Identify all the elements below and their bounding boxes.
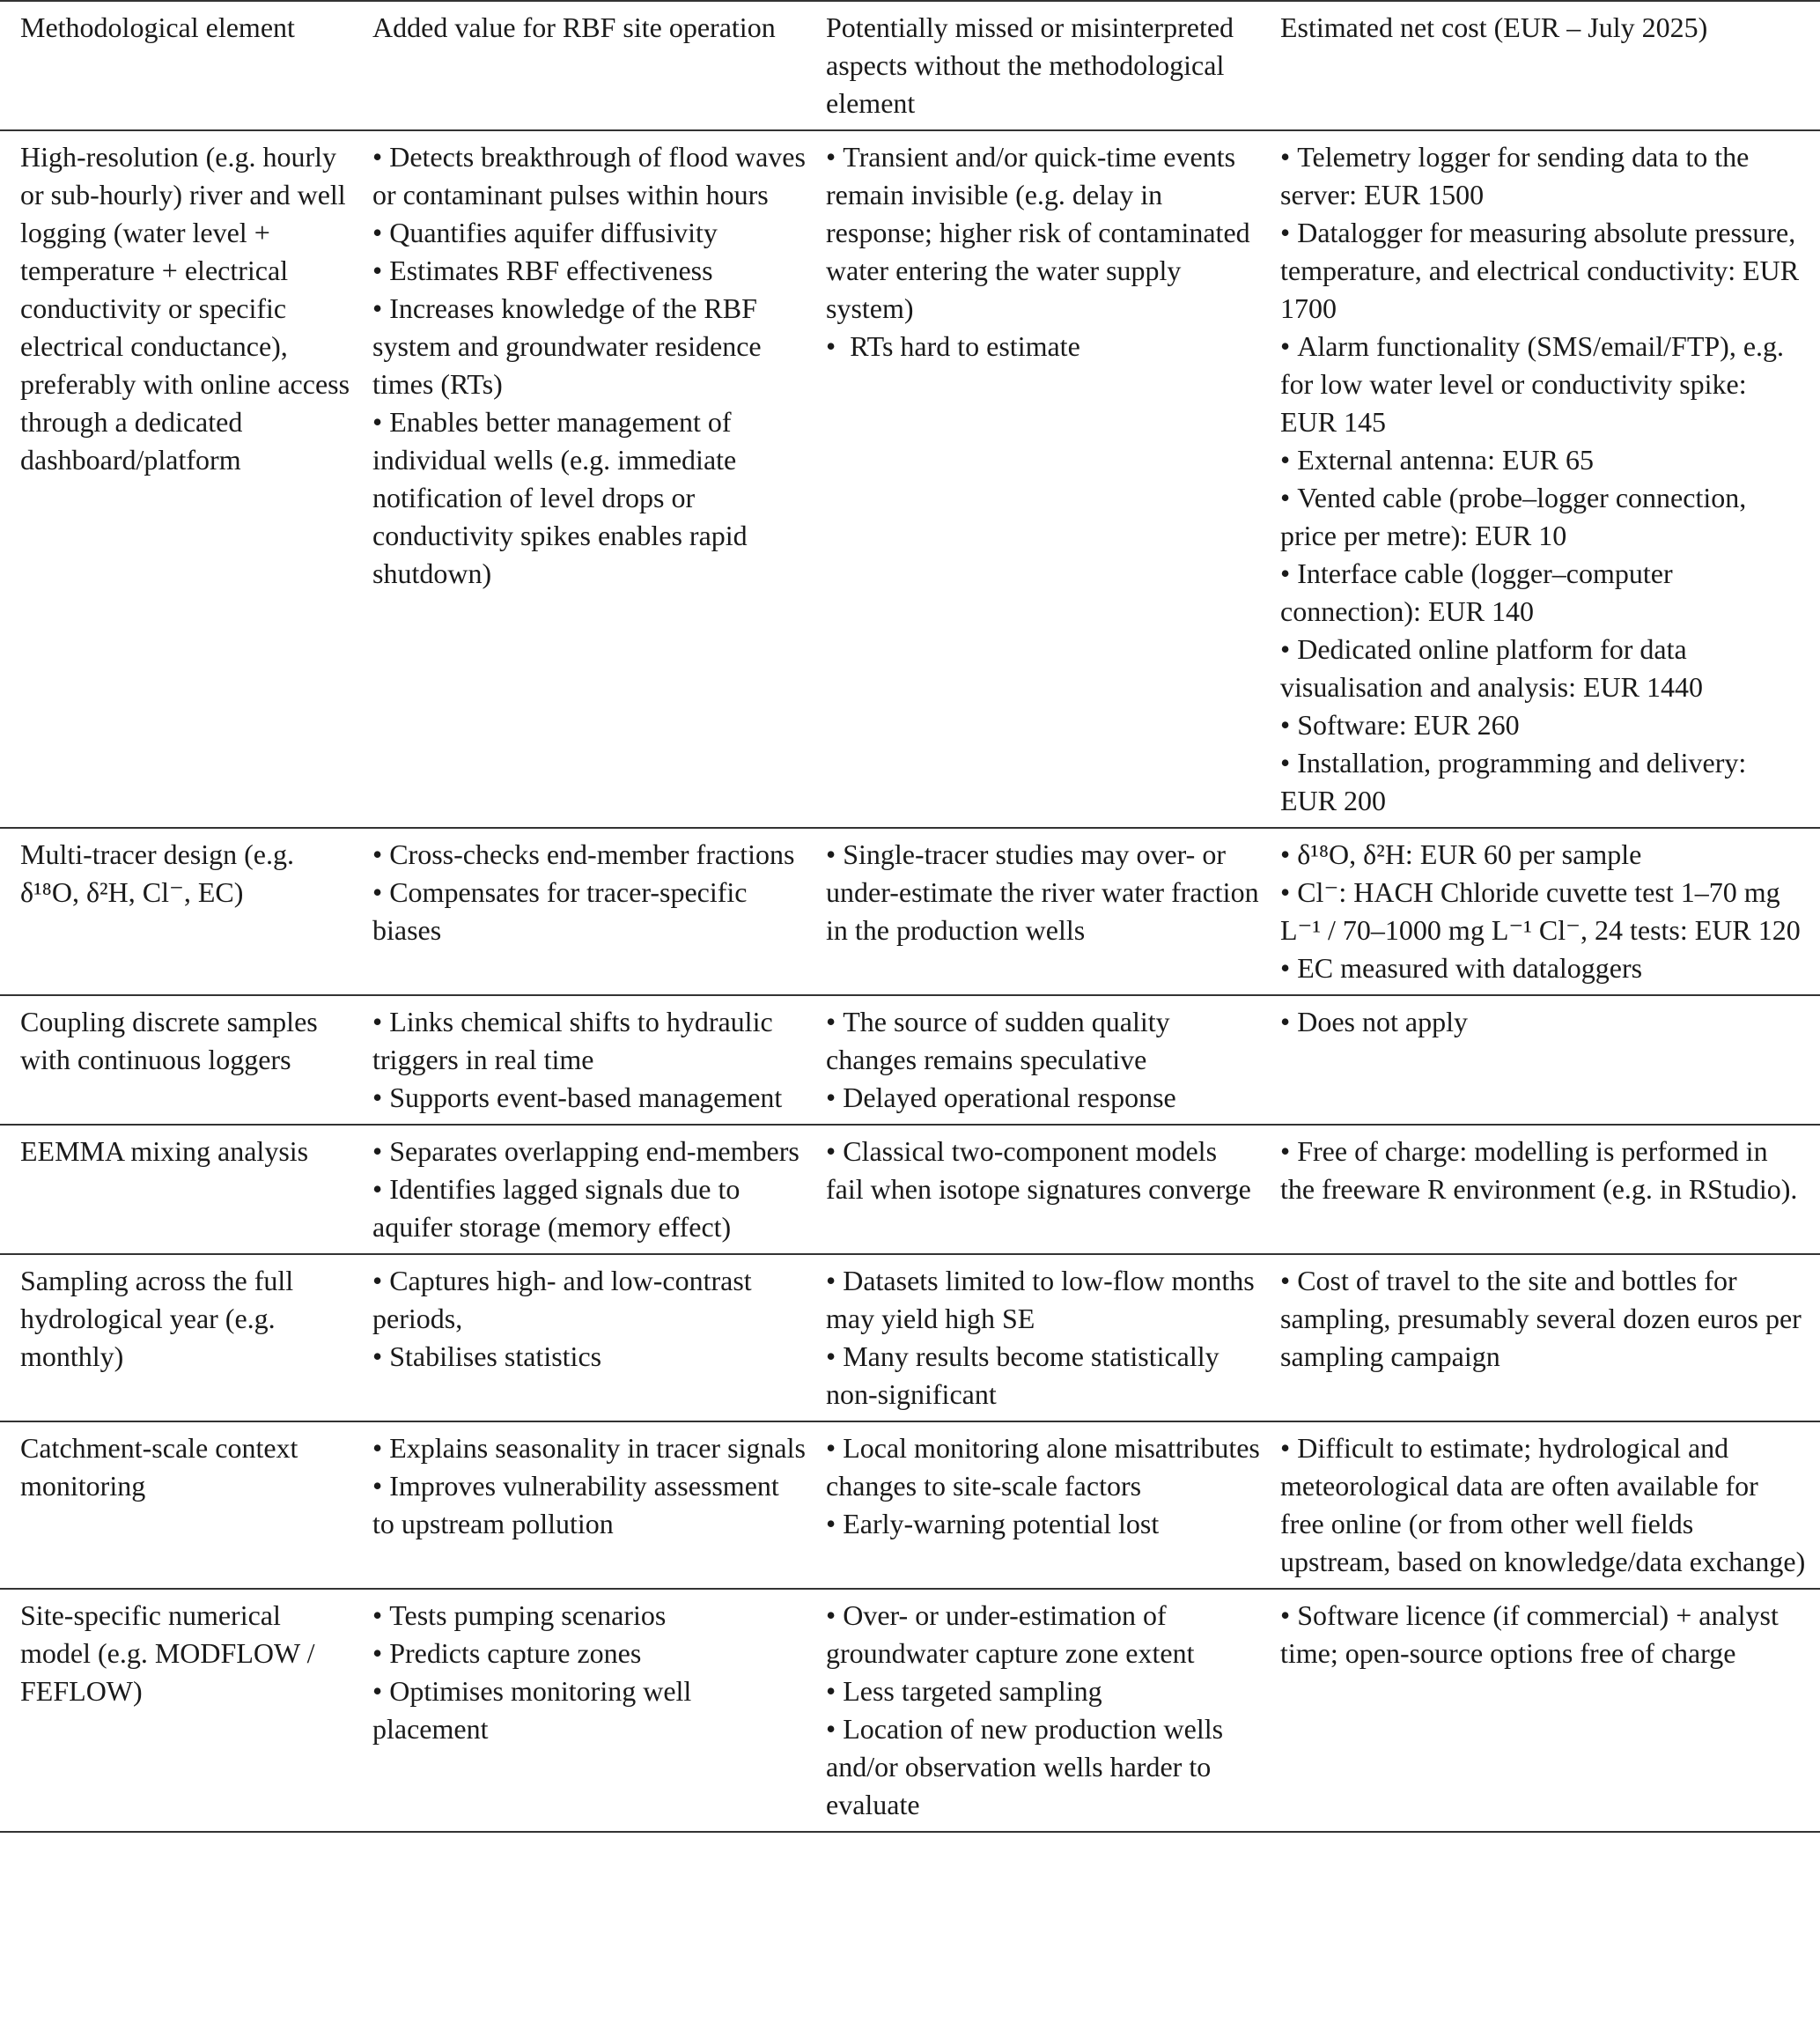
bullet-item: • Estimates RBF effectiveness [372,252,806,290]
cell-estimated-cost [1260,1589,1820,1832]
header-added-value: Added value for RBF site operation [372,11,776,43]
bullet-item: • Quantifies aquifer diffusivity [372,214,806,252]
cell-estimated-cost [1260,1421,1820,1589]
cell-added-value [352,1421,806,1589]
cell-estimated-cost [1260,130,1820,828]
bullet-item: • External antenna: EUR 65 [1280,441,1808,479]
cell-methodological-element [0,995,352,1125]
cell-missed-aspects [806,995,1260,1125]
bullet-item: • Installation, programming and delivery: EUR 200 [1280,744,1808,820]
bullet-item: • Over- or under-estimation of groundwater capture zone extent [826,1597,1260,1672]
bullet-item: • Classical two-component models fail when isotope signatures converge [826,1133,1260,1208]
bullet-item: • EC measured with dataloggers [1280,949,1808,987]
bullet-item: • Less targeted sampling [826,1672,1260,1710]
cell-estimated-cost [1260,1254,1820,1421]
cell-added-value [352,828,806,995]
element-text: High-resolution (e.g. hourly or sub-hourly) river and well logging (water level + temperature + electrical conductivity or specific electrical conductance), preferably with online access through a dedicated dashboard/platform [20,141,350,476]
bullet-item: • Improves vulnerability assessment to upstream pollution [372,1467,806,1543]
cell-added-value [352,995,806,1125]
bullet-item: • Free of charge: modelling is performed in the freeware R environment (e.g. in RStudio). [1280,1133,1808,1208]
bullet-item: • Early-warning potential lost [826,1505,1260,1543]
bullet-item: • Alarm functionality (SMS/email/FTP), e.g. for low water level or conductivity spike: EUR 145 [1280,328,1808,441]
element-text: Site-specific numerical model (e.g. MODFLOW / FEFLOW) [20,1599,315,1707]
element-text: Sampling across the full hydrological year (e.g. monthly) [20,1265,294,1372]
bullet-item: • Identifies lagged signals due to aquifer storage (memory effect) [372,1170,806,1246]
header-missed-aspects: Potentially missed or misinterpreted aspects without the methodological element [826,11,1234,119]
bullet-item: • Supports event-based management [372,1079,806,1117]
bullet-item: • Enables better management of individual wells (e.g. immediate notification of level drops or conductivity spikes enables rapid shutdown) [372,403,806,593]
table-row [0,1254,1820,1421]
bullet-item: • Software: EUR 260 [1280,706,1808,744]
cell-missed-aspects [806,1421,1260,1589]
bullet-item: • Captures high- and low-contrast periods, [372,1262,806,1338]
element-text: Multi-tracer design (e.g. δ¹⁸O, δ²H, Cl⁻, EC) [20,838,294,908]
bullet-item: • Detects breakthrough of flood waves or contaminant pulses within hours [372,138,806,214]
bullet-item: • Compensates for tracer-specific biases [372,874,806,949]
cell-methodological-element [0,1125,352,1254]
bullet-item: • Cl⁻: HACH Chloride cuvette test 1–70 mg L⁻¹ / 70–1000 mg L⁻¹ Cl⁻, 24 tests: EUR 120 [1280,874,1808,949]
bullet-item: • Predicts capture zones [372,1635,806,1672]
bullet-item: • Separates overlapping end-members [372,1133,806,1170]
cell-added-value [352,130,806,828]
bullet-item: • Telemetry logger for sending data to the server: EUR 1500 [1280,138,1808,214]
bullet-item: • RTs hard to estimate [826,328,1260,365]
bullet-item: • Location of new production wells and/or observation wells harder to evaluate [826,1710,1260,1824]
bullet-item: • Dedicated online platform for data visualisation and analysis: EUR 1440 [1280,631,1808,706]
table-row [0,995,1820,1125]
bullet-item: • Vented cable (probe–logger connection, price per metre): EUR 10 [1280,479,1808,555]
table-body [0,130,1820,1832]
cell-added-value [352,1589,806,1832]
cell-estimated-cost [1260,828,1820,995]
bullet-item: • Cost of travel to the site and bottles for sampling, presumably several dozen euros per sampling campaign [1280,1262,1808,1376]
table-row [0,130,1820,828]
cell-added-value [352,1254,806,1421]
header-estimated-cost: Estimated net cost (EUR – July 2025) [1280,11,1708,43]
bullet-item: • Tests pumping scenarios [372,1597,806,1635]
cell-methodological-element [0,130,352,828]
cell-missed-aspects [806,1125,1260,1254]
cell-methodological-element [0,1421,352,1589]
element-text: Catchment-scale context monitoring [20,1432,298,1502]
element-text: Coupling discrete samples with continuous loggers [20,1006,318,1075]
bullet-item: • Transient and/or quick-time events remain invisible (e.g. delay in response; higher risk of contaminated water entering the water supply system) [826,138,1260,328]
bullet-item: • Datasets limited to low-flow months may yield high SE [826,1262,1260,1338]
bullet-item: • Increases knowledge of the RBF system and groundwater residence times (RTs) [372,290,806,403]
bullet-item: • δ¹⁸O, δ²H: EUR 60 per sample [1280,836,1808,874]
table-row [0,1421,1820,1589]
cell-methodological-element [0,1254,352,1421]
bullet-item: • Single-tracer studies may over- or under-estimate the river water fraction in the production wells [826,836,1260,949]
cell-estimated-cost [1260,995,1820,1125]
cell-added-value [352,1125,806,1254]
table-row [0,1125,1820,1254]
table-row [0,828,1820,995]
bullet-item: • Datalogger for measuring absolute pressure, temperature, and electrical conductivity: EUR 1700 [1280,214,1808,328]
cell-missed-aspects [806,1254,1260,1421]
bullet-item: • Difficult to estimate; hydrological and meteorological data are often available for free online (or from other well fields upstream, based on knowledge/data exchange) [1280,1429,1808,1581]
bullet-item: • Many results become statistically non-significant [826,1338,1260,1414]
bullet-item: • Explains seasonality in tracer signals [372,1429,806,1467]
bullet-item: • Optimises monitoring well placement [372,1672,806,1748]
bullet-item: • Does not apply [1280,1003,1808,1041]
bullet-item: • Local monitoring alone misattributes changes to site-scale factors [826,1429,1260,1505]
table-header-row [0,1,1820,130]
bullet-item: • The source of sudden quality changes remains speculative [826,1003,1260,1079]
table-row [0,1589,1820,1832]
cell-missed-aspects [806,130,1260,828]
cell-estimated-cost [1260,1125,1820,1254]
bullet-item: • Links chemical shifts to hydraulic triggers in real time [372,1003,806,1079]
header-methodological-element: Methodological element [20,11,295,43]
cell-methodological-element [0,828,352,995]
cell-missed-aspects [806,828,1260,995]
bullet-item: • Software licence (if commercial) + analyst time; open-source options free of charge [1280,1597,1808,1672]
cell-missed-aspects [806,1589,1260,1832]
element-text: EEMMA mixing analysis [20,1135,309,1167]
bullet-item: • Delayed operational response [826,1079,1260,1117]
bullet-item: • Interface cable (logger–computer connection): EUR 140 [1280,555,1808,631]
bullet-item: • Cross-checks end-member fractions [372,836,806,874]
bullet-item: • Stabilises statistics [372,1338,806,1376]
cell-methodological-element [0,1589,352,1832]
